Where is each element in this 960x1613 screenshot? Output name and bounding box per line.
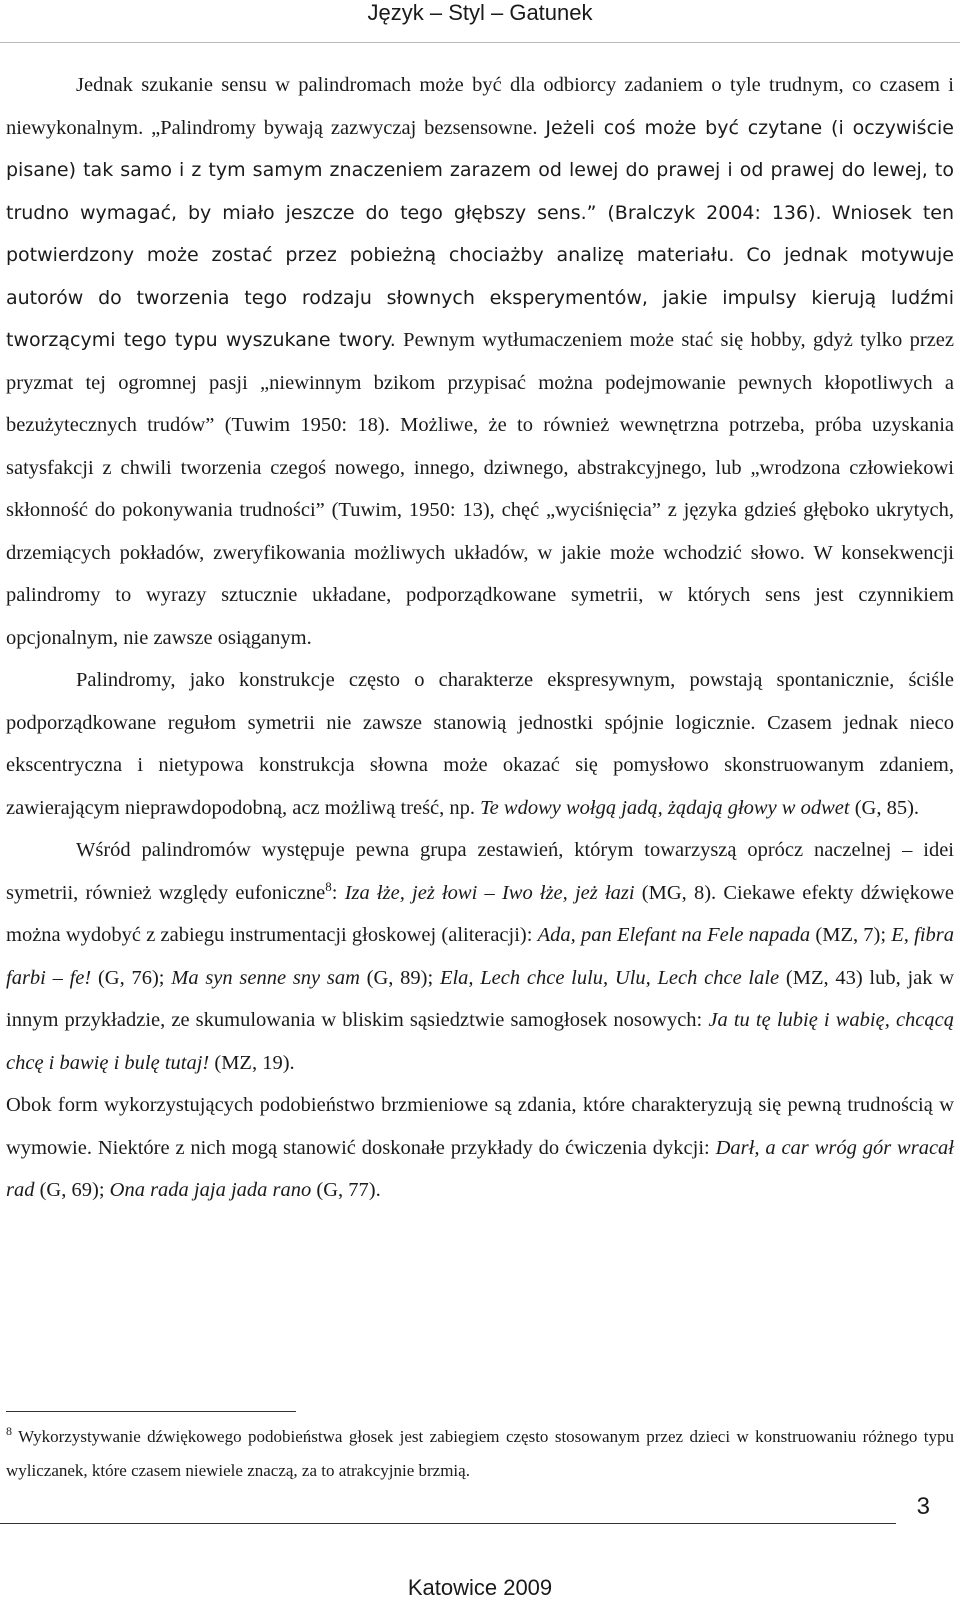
p1-quote: Jeżeli coś może być czytane (i oczywiście pisane) tak samo i z tym samym znaczeniem zarazem od lewej do prawej i od prawej do lewej, to trudno wymagać, by miało jeszcze do tego głębszy sens.” (Bralczyk 2004: 136). <box>6 116 954 224</box>
main-text <box>6 64 954 1212</box>
p1-sentence-5: Pewnym wytłumaczeniem może stać się hobby, gdyż tylko przez pryzmat tej ogromnej pasji „niewinnym bzikom przypisać można podejmowanie pewnych kłopotliwych a bezużytecznych trudów” (Tuwim 1950: 18). <box>6 329 954 436</box>
p3-example-3: E, fibra farbi – fe! <box>6 924 954 989</box>
p1-sentence-3: Wniosek ten potwierdzony może zostać przez pobieżną chociażby analizę materiału. <box>6 201 955 266</box>
header-divider <box>0 42 960 43</box>
p3-ref-4: (G, 89); <box>366 966 434 989</box>
p1-sentence-4: Co jednak motywuje autorów do tworzenia tego rodzaju słownych eksperymentów, jakie impulsy kierują ludźmi tworzącymi tego typu wyszukane twory. <box>6 244 954 351</box>
footnote-divider <box>6 1411 296 1412</box>
p2-example-1-ref: (G, 85). <box>854 796 920 819</box>
p1-sentence-7: W konsekwencji palindromy to wyrazy sztucznie układane, podporządkowane symetrii, w których sens jest czynnikiem opcjonalnym, nie zawsze osiąganym. <box>6 541 954 649</box>
p3-example-4: Ma syn senne sny sam <box>171 966 360 989</box>
footer-divider <box>0 1523 896 1524</box>
p3-example-1: Iza łże, jeż łowi – Iwo łże, jeż łazi <box>344 881 635 904</box>
p3-example-2: Ada, pan Elefant na Fele napada <box>537 924 811 946</box>
p3-text-1: Wśród palindromów występuje pewna grupa zestawień, którym towarzyszą oprócz naczelnej – idei symetrii, również względy eufoniczne <box>6 839 954 904</box>
p3-colon: : <box>331 881 338 904</box>
p3-example-5: Ela, Lech chce lulu, Ulu, Lech chce lale <box>439 966 780 989</box>
page-number: 3 <box>916 1493 930 1520</box>
p4-example-2: Ona rada jaja jada rano <box>109 1179 312 1201</box>
footnote-mark: 8 <box>6 1424 12 1438</box>
p1-sentence-6: Możliwe, że to również wewnętrzna potrzeba, próba uzyskania satysfakcji z chwili tworzenia czegoś nowego, innego, dziwnego, abstrakcyjnego, lub „wrodzona człowiekowi skłonność do pokonywania trudności” (Tuwim, 1950: 13), chęć „wyciśnięcia” z języka gdzieś głęboko ukrytych, drzemiących pokładów, zweryfikowania możliwych układów, w jakie może wchodzić słowo. <box>6 414 954 564</box>
p3-text-7: (MZ, 43) lub, jak w innym przykładzie, ze skumulowania w bliskim sąsiedztwie samogłosek nosowych: <box>6 966 955 1031</box>
p3-example-6: Ja tu tę lubię i wabię, chcącą chcę i bawię i bulę tutaj! <box>6 1009 955 1074</box>
running-header: Język – Styl – Gatunek <box>367 0 593 25</box>
p2-sentence-2: Czasem jednak nieco ekscentryczna i nietypowa konstrukcja słowna może okazać się pomysłowo skonstruowanym zdaniem, zawierającym nieprawdopodobną, acz możliwą treść, np. <box>6 711 955 819</box>
p2-sentence-1: Palindromy, jako konstrukcje często o charakterze ekspresywnym, powstają spontanicznie, ściśle podporządkowane regułom symetrii nie zawsze stanowią jednostki spójnie logicznie. <box>6 669 954 734</box>
p1-sentence-1: Jednak szukanie sensu w palindromach może być dla odbiorcy zadaniem o tyle trudnym, co czasem i niewykonalnym. „Palindromy bywają zazwyczaj bezsensowne. <box>6 74 954 139</box>
running-footer: Katowice 2009 <box>407 1575 553 1600</box>
p3-text-3: (MG, 8). Ciekawe efekty dźwiękowe można wydobyć z zabiegu instrumentacji głoskowej (aliteracji): <box>6 881 955 946</box>
paragraph-2 <box>6 659 954 829</box>
footnote <box>6 1420 954 1488</box>
p4-example-1: Darł, a car wróg gór wracał rad <box>6 1136 954 1201</box>
paragraph-1 <box>6 64 954 659</box>
footnote-reference[interactable]: 8 <box>325 878 332 894</box>
p3-ref-3: (G, 76); <box>97 966 165 989</box>
p2-example-1: Te wdowy wołgą jadą, żądają głowy w odwet <box>480 796 850 819</box>
p4-ref-2: (G, 77). <box>316 1179 381 1201</box>
p3-ref-2: (MZ, 7); <box>815 924 887 946</box>
p3-ref-6: (MZ, 19). <box>214 1051 295 1074</box>
footnote-text: Wykorzystywanie dźwiękowego podobieństwa głosek jest zabiegiem często stosowanym przez dzieci w konstruowaniu różnego typu wyliczanek, które czasem niewiele znaczą, za to atrakcyjnie brzmią. <box>6 1427 954 1480</box>
p4-ref-1: (G, 69); <box>39 1179 105 1201</box>
paragraph-4 <box>6 1084 954 1212</box>
p4-text-1: Obok form wykorzystujących podobieństwo brzmieniowe są zdania, które charakteryzują się pewną trudnością w wymowie. Niektóre z nich mogą stanowić doskonałe przykłady do ćwiczenia dykcji: <box>6 1094 954 1159</box>
paragraph-3 <box>6 829 954 1084</box>
